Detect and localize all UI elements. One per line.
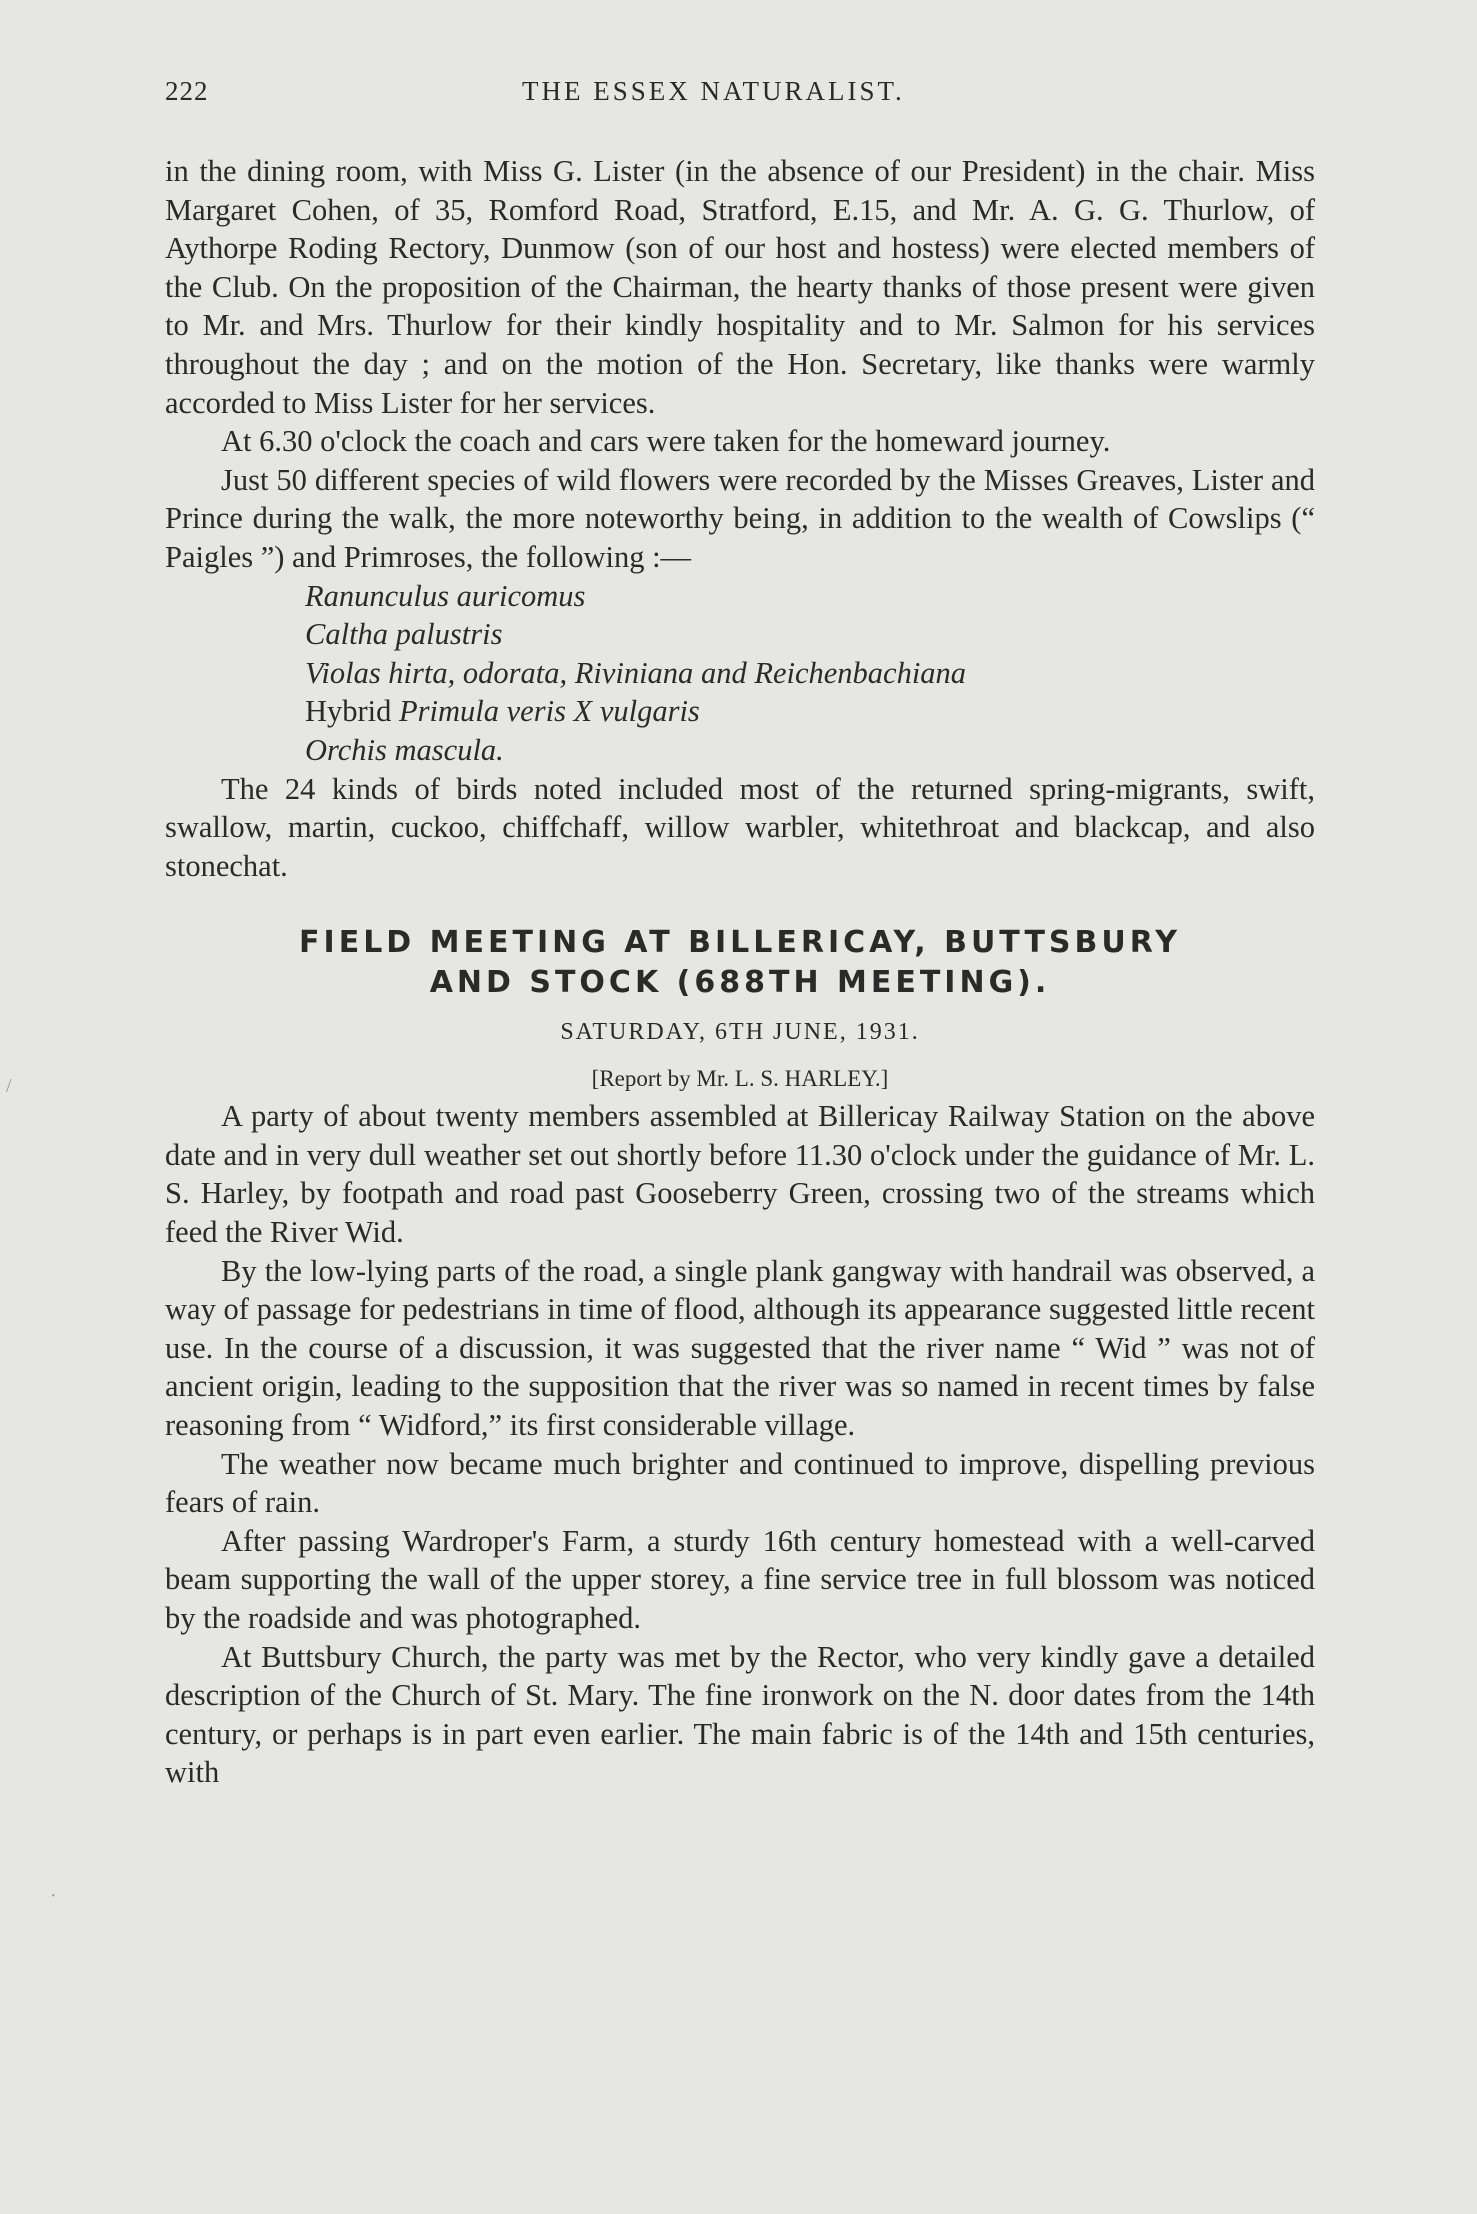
flowers-paragraph: Just 50 different species of wild flowers were recorded by the Misses Greaves, Lister and Prince during the walk, the more noteworthy being, in addition to the wealth of Cowslips (“ Paigles ”) and Primroses, the following :— bbox=[165, 462, 1315, 574]
margin-speck: / bbox=[6, 1075, 12, 1097]
species-item: Hybrid Primula veris X vulgaris bbox=[305, 694, 700, 729]
page-body bbox=[165, 152, 1315, 1792]
species-list bbox=[305, 577, 1315, 770]
journal-title: THE ESSEX NATURALIST. bbox=[522, 76, 905, 106]
species-item: Violas hirta, odorata, Riviniana and Reichenbachiana bbox=[305, 655, 967, 690]
birds-paragraph: The 24 kinds of birds noted included most of the returned spring-migrants, swift, swallow, martin, cuckoo, chiffchaff, willow warbler, whitethroat and blackcap, and also stonechat. bbox=[165, 771, 1315, 883]
section-heading bbox=[165, 923, 1315, 1003]
section-heading-line: FIELD MEETING AT BILLERICAY, BUTTSBURY bbox=[299, 925, 1181, 961]
section-heading-line: AND STOCK (688TH MEETING). bbox=[429, 965, 1051, 1001]
report-byline: [Report by Mr. L. S. HARLEY.] bbox=[591, 1066, 889, 1092]
section-paragraph: At Buttsbury Church, the party was met by the Rector, who very kindly gave a detailed description of the Church of St. Mary. The fine ironwork on the N. door dates from the 14th century, or perhaps is in part even earlier. The main fabric is of the 14th and 15th centuries, with bbox=[165, 1639, 1315, 1790]
margin-speck: · bbox=[50, 1885, 57, 1907]
homeward-paragraph: At 6.30 o'clock the coach and cars were taken for the homeward journey. bbox=[221, 424, 1111, 459]
continued-paragraph: in the dining room, with Miss G. Lister (in the absence of our President) in the chair. Miss Margaret Cohen, of 35, Romford Road, Stratford, E.15, and Mr. A. G. G. Thurlow, of Aythorpe Roding Rectory, Dunmow (son of our host and hostess) were elected members of the Club. On the proposition of the Chairman, the hearty thanks of those present were given to Mr. and Mrs. Thurlow for their kindly hospitality and to Mr. Salmon for his services throughout the day ; and on the motion of the Hon. Secretary, like thanks were warmly accorded to Miss Lister for her services. bbox=[165, 154, 1315, 420]
section-paragraph: The weather now became much brighter and continued to improve, dispelling previous fears of rain. bbox=[165, 1446, 1315, 1520]
page-number: 222 bbox=[165, 76, 209, 106]
species-item: Caltha palustris bbox=[305, 617, 503, 652]
species-item: Orchis mascula. bbox=[305, 732, 504, 767]
section-paragraph: A party of about twenty members assembled at Billericay Railway Station on the above date and in very dull weather set out shortly before 11.30 o'clock under the guidance of Mr. L. S. Harley, by footpath and road past Gooseberry Green, crossing two of the streams which feed the River Wid. bbox=[165, 1099, 1315, 1250]
meeting-date: SATURDAY, 6TH JUNE, 1931. bbox=[560, 1019, 920, 1046]
section-paragraph: After passing Wardroper's Farm, a sturdy 16th century homestead with a well-carved beam supporting the wall of the upper storey, a fine service tree in full blossom was noticed by the roadside and was photographed. bbox=[165, 1523, 1315, 1635]
section-paragraph: By the low-lying parts of the road, a single plank gangway with handrail was observed, a way of passage for pedestrians in time of flood, although its appearance suggested little recent use. In the course of a discussion, it was suggested that the river name “ Wid ” was not of ancient origin, leading to the supposition that the river was so named in recent times by false reasoning from “ Widford,” its first considerable village. bbox=[165, 1253, 1315, 1443]
species-item: Ranunculus auricomus bbox=[305, 578, 586, 613]
